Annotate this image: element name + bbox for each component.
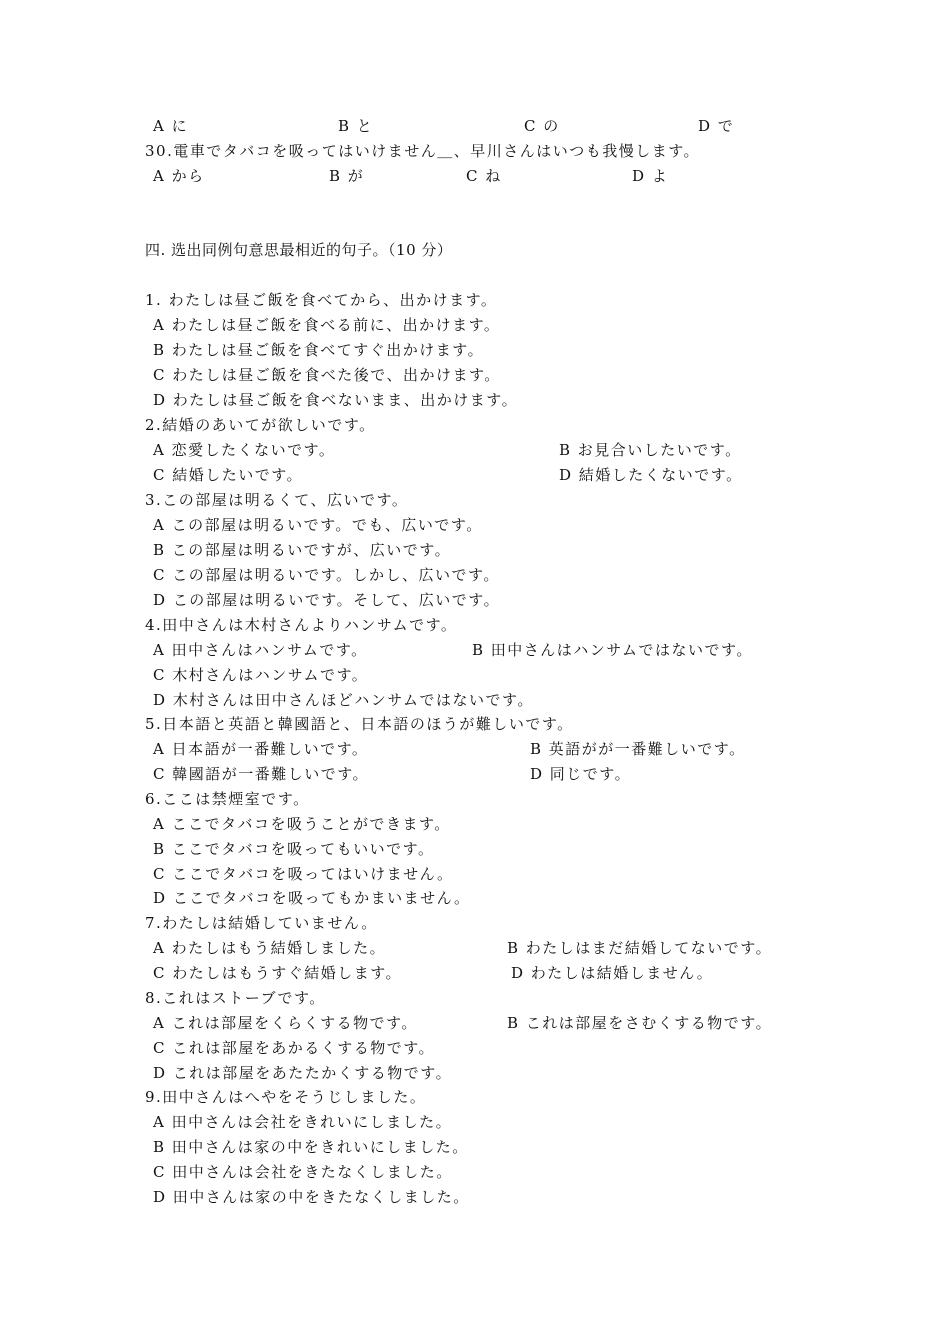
option-b: B 英語がが一番難しいです。 bbox=[530, 740, 746, 758]
question-text: 30.電車でタバコを吸ってはいけません＿、早川さんはいつも我慢します。 bbox=[145, 142, 701, 160]
option-a: A この部屋は明るいです。でも、広いです。 bbox=[153, 516, 483, 534]
option-c: C これは部屋をあかるくする物です。 bbox=[153, 1039, 436, 1057]
option-d: D 結婚したくないです。 bbox=[559, 466, 743, 484]
option-d: D わたしは昼ご飯を食べないまま、出かけます。 bbox=[153, 391, 519, 409]
option-d: D わたしは結婚しません。 bbox=[511, 964, 714, 982]
option-d: D 田中さんは家の中をきたなくしました。 bbox=[153, 1188, 470, 1206]
option-d: D 同じです。 bbox=[530, 765, 632, 783]
question-text: 7.わたしは結婚していません。 bbox=[145, 914, 378, 932]
option-a: A わたしはもう結婚しました。 bbox=[153, 939, 387, 957]
option-a: A から bbox=[153, 167, 205, 185]
question-text: 6.ここは禁煙室です。 bbox=[145, 790, 310, 808]
option-d: D よ bbox=[632, 167, 669, 185]
option-c: C わたしはもうすぐ結婚します。 bbox=[153, 964, 403, 982]
option-b: B この部屋は明るいですが、広いです。 bbox=[153, 541, 452, 559]
option-c: C ね bbox=[466, 167, 502, 185]
question-text: 2.結婚のあいてが欲しいです。 bbox=[145, 416, 376, 434]
option-d: D で bbox=[698, 117, 735, 135]
option-b: B わたしはまだ結婚してないです。 bbox=[507, 939, 773, 957]
option-b: B 田中さんはハンサムではないです。 bbox=[472, 641, 753, 659]
question-text: 3.この部屋は明るくて、広いです。 bbox=[145, 491, 409, 509]
option-a: A ここでタバコを吸うことができます。 bbox=[153, 815, 451, 833]
option-d: D 木村さんは田中さんほどハンサムではないです。 bbox=[153, 691, 534, 709]
section-title: 四. 选出同例句意思最相近的句子。（10 分） bbox=[145, 241, 453, 259]
option-d: D この部屋は明るいです。そして、広いです。 bbox=[153, 591, 501, 609]
option-a: A これは部屋をくらくする物です。 bbox=[153, 1014, 418, 1032]
question-text: 1. わたしは昼ご飯を食べてから、出かけます。 bbox=[145, 291, 498, 309]
option-b: B これは部屋をさむくする物です。 bbox=[507, 1014, 773, 1032]
option-d: D ここでタバコを吸ってもかまいません。 bbox=[153, 889, 471, 907]
option-b: B ここでタバコを吸ってもいいです。 bbox=[153, 840, 435, 858]
option-c: C わたしは昼ご飯を食べた後で、出かけます。 bbox=[153, 366, 501, 384]
option-a: A 田中さんはハンサムです。 bbox=[153, 641, 368, 659]
question-text: 8.これはストーブです。 bbox=[145, 989, 326, 1007]
option-c: C の bbox=[524, 117, 560, 135]
option-c: C ここでタバコを吸ってはいけません。 bbox=[153, 865, 454, 883]
option-b: B わたしは昼ご飯を食べてすぐ出かけます。 bbox=[153, 341, 485, 359]
question-text: 9.田中さんはへやをそうじしました。 bbox=[145, 1088, 427, 1106]
option-b: B と bbox=[338, 117, 374, 135]
option-b: B 田中さんは家の中をきれいにしました。 bbox=[153, 1138, 469, 1156]
option-d: D これは部屋をあたたかくする物です。 bbox=[153, 1064, 453, 1082]
question-text: 4.田中さんは木村さんよりハンサムです。 bbox=[145, 616, 458, 634]
question-text: 5.日本語と英語と韓國語と、日本語のほうが難しいです。 bbox=[145, 715, 574, 733]
option-a: A 田中さんは会社をきれいにしました。 bbox=[153, 1113, 453, 1131]
option-a: A わたしは昼ご飯を食べる前に、出かけます。 bbox=[153, 316, 501, 334]
option-c: C 田中さんは会社をきたなくしました。 bbox=[153, 1163, 453, 1181]
option-c: C 木村さんはハンサムです。 bbox=[153, 666, 369, 684]
option-c: C 結婚したいです。 bbox=[153, 466, 304, 484]
option-c: C この部屋は明るいです。しかし、広いです。 bbox=[153, 566, 500, 584]
option-a: A 恋愛したくないです。 bbox=[153, 441, 336, 459]
option-c: C 韓國語が一番難しいです。 bbox=[153, 765, 370, 783]
option-b: B が bbox=[329, 167, 365, 185]
option-a: A に bbox=[153, 117, 189, 135]
option-b: B お見合いしたいです。 bbox=[559, 441, 742, 459]
option-a: A 日本語が一番難しいです。 bbox=[153, 740, 369, 758]
